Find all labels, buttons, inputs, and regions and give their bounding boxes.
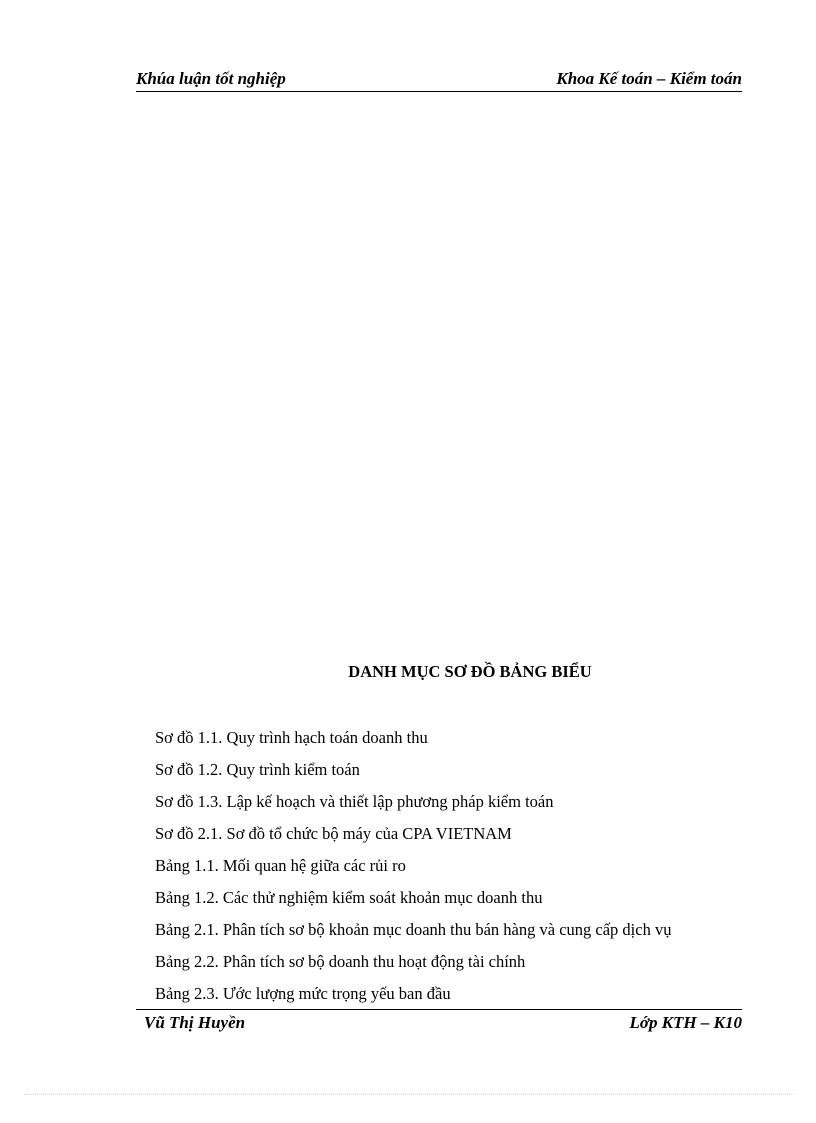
list-item: Bảng 2.1. Phân tích sơ bộ khoản mục doanh thu bán hàng và cung cấp dịch vụ <box>155 920 672 939</box>
page-title: DANH MỤC SƠ ĐỒ BẢNG BIỂU <box>348 662 592 681</box>
page-header <box>136 67 742 92</box>
header-thesis-label: Khúa luận tốt nghiệp <box>136 69 286 88</box>
list-item: Sơ đồ 1.3. Lập kế hoạch và thiết lập phương pháp kiểm toán <box>155 792 554 811</box>
list-item: Sơ đồ 2.1. Sơ đồ tổ chức bộ máy của CPA VIETNAM <box>155 824 512 843</box>
page-footer <box>136 1009 742 1036</box>
list-item: Sơ đồ 1.1. Quy trình hạch toán doanh thu <box>155 728 428 747</box>
figure-table-list <box>155 727 671 1015</box>
footer-class-label: Lớp KTH – K10 <box>629 1013 742 1032</box>
list-item: Bảng 1.2. Các thử nghiệm kiểm soát khoản mục doanh thu <box>155 888 543 907</box>
list-item: Bảng 1.1. Mối quan hệ giữa các rủi ro <box>155 856 406 875</box>
list-item: Bảng 2.3. Ước lượng mức trọng yếu ban đầu <box>155 984 451 1003</box>
footer-author-name: Vũ Thị Huyền <box>144 1013 246 1032</box>
list-item: Bảng 2.2. Phân tích sơ bộ doanh thu hoạt động tài chính <box>155 952 526 971</box>
list-item: Sơ đồ 1.2. Quy trình kiểm toán <box>155 760 360 779</box>
header-faculty-label: Khoa Kế toán – Kiểm toán <box>556 69 742 88</box>
page-bottom-divider <box>24 1094 794 1095</box>
